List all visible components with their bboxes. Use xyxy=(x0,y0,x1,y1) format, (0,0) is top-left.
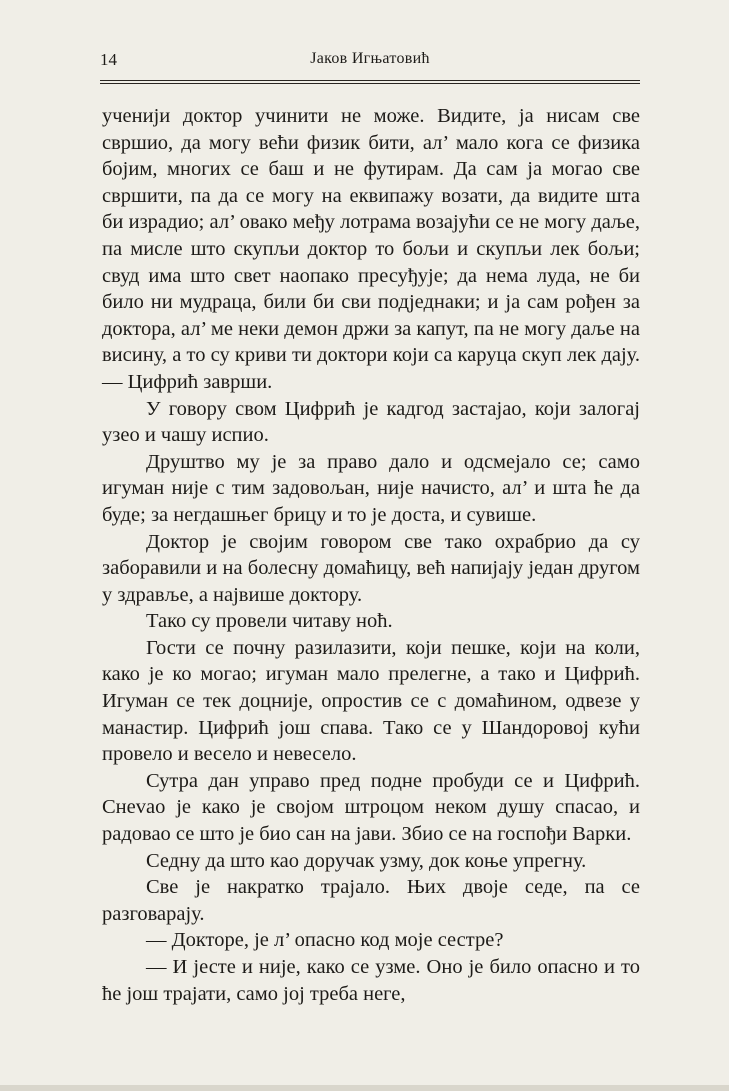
paragraph: Седну да што као доручак узму, док коње упрегну. xyxy=(146,849,587,872)
paragraph: — Докторе, је л’ опасно код моје сестре? xyxy=(146,929,504,952)
header-rule xyxy=(100,80,640,84)
paragraph: — И јесте и није, како се узме. Оно је било опасно и то ће још трајати, само јој треба неге, xyxy=(102,956,640,1005)
paragraph: Све је накратко трајало. Њих двоје седе, па се разговарају. xyxy=(102,876,640,925)
paragraph: ученији доктор учинити не може. Видите, ја нисам све свршио, да могу већи физик бити, ал’ мало кога се физика бојим, многих се баш и не футирам. Да сам ја могао све свршити, па да се могу на еквипажу возати, да видите шта би израдио; ал’ овако међу лотрама возајући се не могу даље, па мисле што скупљи доктор то бољи и скупљи лек бољи; свуд има што свет наопако пресуђује; да нема луда, не би било ни мудраца, били би сви подједнаки; и ја сам рођен за доктора, ал’ ме неки демон држи за капут, па не могу даље на висину, а то су криви ти доктори који са каруца скуп лек дају. — Цифрић заврши. xyxy=(102,105,640,393)
paragraph: Гости се почну разилазити, који пешке, који на коли, како је ко могао; игуман мало прелегне, а тако и Цифрић. Игуман се тек доцније, опростив се с домаћином, одвезе у манастир. Цифрић још спава. Тако се у Шандоровој кући провело и весело и невесело. xyxy=(102,636,640,766)
paragraph: Тако су провели читаву ноћ. xyxy=(146,610,393,633)
page-header xyxy=(100,48,640,78)
paragraph: Доктор је својим говором све тако охрабрио да су заборавили и на болесну домаћицу, већ напијају један другом у здравље, а највише доктору. xyxy=(102,530,640,606)
page-bottom-edge xyxy=(0,1085,729,1091)
running-head: Јаков Игњатовић xyxy=(310,50,430,67)
paragraph: У говору свом Цифрић је кадгод застајао, који залогај узео и чашу испио. xyxy=(102,397,640,447)
paragraph: Друштво му је за право дало и одсмејало се; само игуман није с тим задовољан, није начисто, ал’ и шта ће да буде; за негдашњег брицу и то је доста, и сувише. xyxy=(102,450,640,526)
body-text xyxy=(102,103,640,1007)
page-number: 14 xyxy=(100,50,117,69)
paragraph: Сутра дан управо пред подне пробуди се и Цифрић. Снevao је како је својом штроцом неком душу спасао, и радовао се што је био сан на јави. Збио се на госпођи Варки. xyxy=(102,769,640,846)
